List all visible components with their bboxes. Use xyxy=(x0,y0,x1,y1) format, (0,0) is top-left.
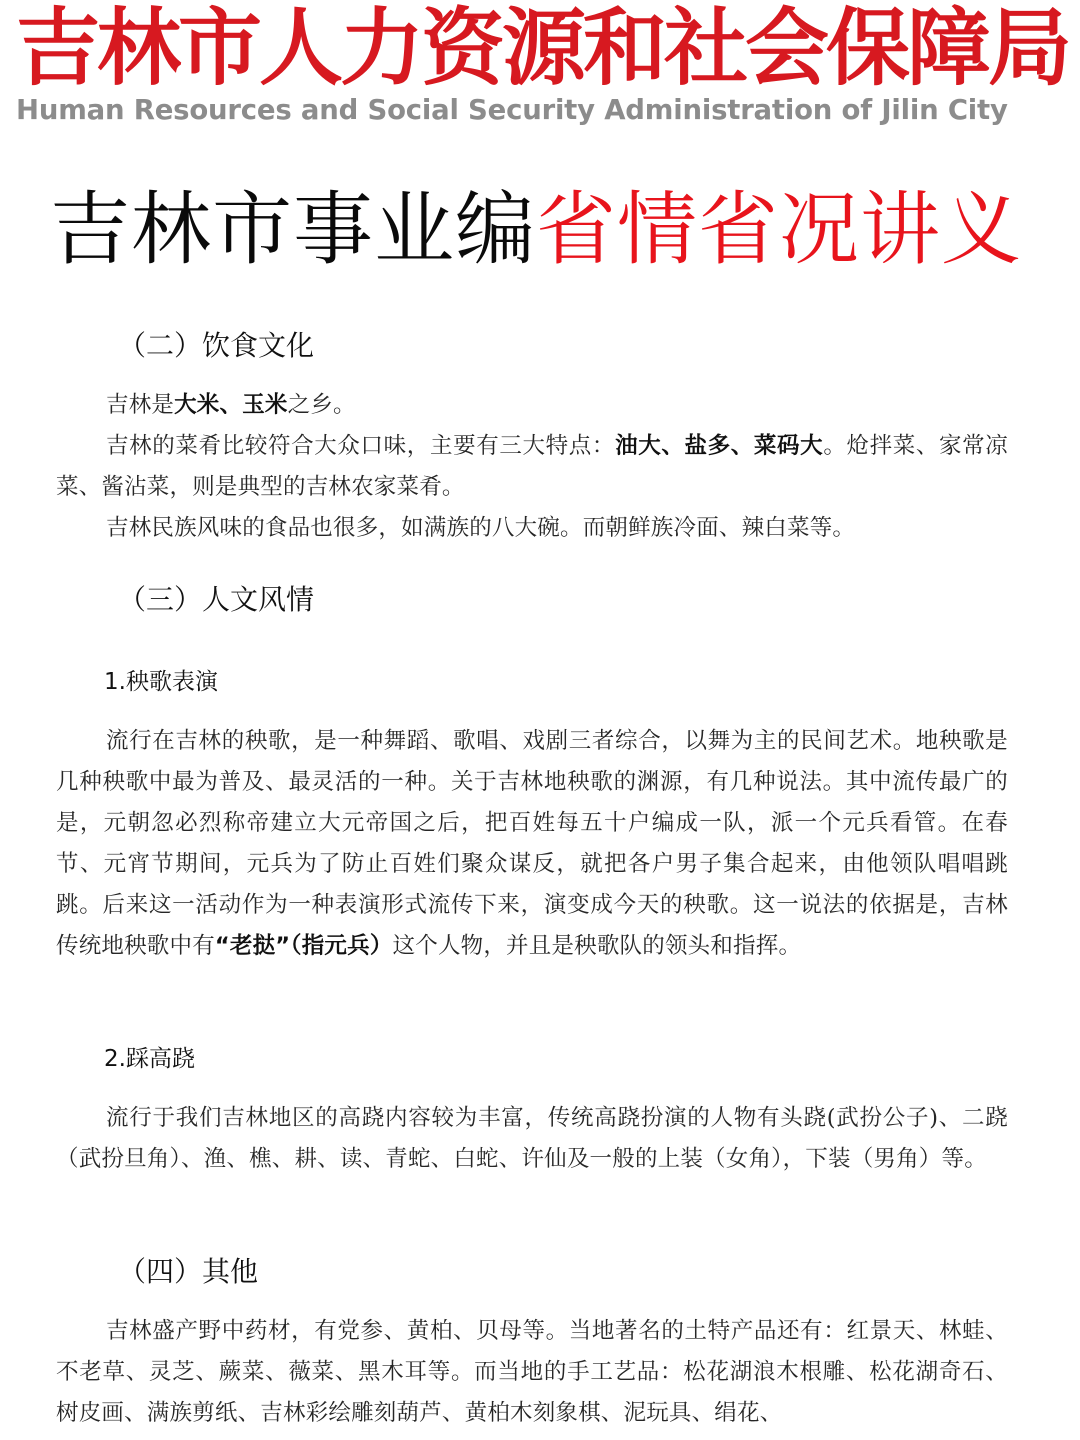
text-span: 之乡。 xyxy=(287,392,356,418)
org-header xyxy=(0,0,1080,140)
document-title xyxy=(50,178,1070,282)
subheading-yangge: 1.秧歌表演 xyxy=(104,669,218,695)
bold-text: “老挞”（指元兵） xyxy=(214,933,393,959)
section-heading-culture: （三）人文风情 xyxy=(118,583,315,616)
section-heading-other: （四）其他 xyxy=(118,1255,259,1288)
org-name-chinese: 吉林市人力资源和社会保障局 xyxy=(16,0,1070,97)
bold-text: 油大、盐多、菜码大 xyxy=(615,433,824,459)
section-heading-food: （二）饮食文化 xyxy=(118,329,315,362)
org-name-english: Human Resources and Social Security Administration of Jilin City xyxy=(16,94,1008,126)
paragraph-other: 吉林盛产野中药材，有党参、黄柏、贝母等。当地著名的土特产品还有：红景天、林蛙、不老草、灵芝、蕨菜、薇菜、黑木耳等。而当地的手工艺品：松花湖浪木根雕、松花湖奇石、树皮画、满族剪纸、吉林彩绘雕刻葫芦、黄柏木刻象棋、泥玩具、绢花、 xyxy=(56,1318,1008,1426)
text-span: 。炝拌菜、家常凉菜、酱沾菜，则是典型的吉林农家菜肴。 xyxy=(56,433,1008,500)
document-title-black-part: 吉林市事业编 xyxy=(50,183,536,276)
paragraph-yangge xyxy=(56,721,1008,967)
paragraph-food-3: 吉林民族风味的食品也很多，如满族的八大碗。而朝鲜族冷面、辣白菜等。 xyxy=(106,515,856,541)
paragraph-food-1 xyxy=(56,385,1008,426)
text-span: 吉林的菜肴比较符合大众口味，主要有三大特点： xyxy=(106,433,616,459)
text-span: 流行在吉林的秧歌，是一种舞蹈、歌唱、戏剧三者综合，以舞为主的民间艺术。地秧歌是几种秧歌中最为普及、最灵活的一种。关于吉林地秧歌的渊源，有几种说法。其中流传最广的是，元朝忽必烈称帝建立大元帝国之后，把百姓每五十户编成一队，派一个元兵看管。在春节、元宵节期间，元兵为了防止百姓们聚众谋反，就把各户男子集合起来，由他领队唱唱跳跳。后来这一活动作为一种表演形式流传下来，演变成今天的秧歌。这一说法的依据是，吉林传统地秧歌中有 xyxy=(56,728,1008,959)
paragraph-food-2 xyxy=(56,426,1008,508)
text-span: 吉林是 xyxy=(106,392,175,418)
paragraph-stilts: 流行于我们吉林地区的高跷内容较为丰富，传统高跷扮演的人物有头跷(武扮公子)、二跷（武扮旦角）、渔、樵、耕、读、青蛇、白蛇、许仙及一般的上装（女角），下装（男角）等。 xyxy=(56,1105,1008,1172)
bold-text: 大米、玉米 xyxy=(174,392,288,418)
document-title-red-part: 省情省况讲义 xyxy=(536,183,1022,276)
text-span: 这个人物，并且是秧歌队的领头和指挥。 xyxy=(392,933,802,959)
subheading-stilts: 2.踩高跷 xyxy=(104,1046,195,1072)
